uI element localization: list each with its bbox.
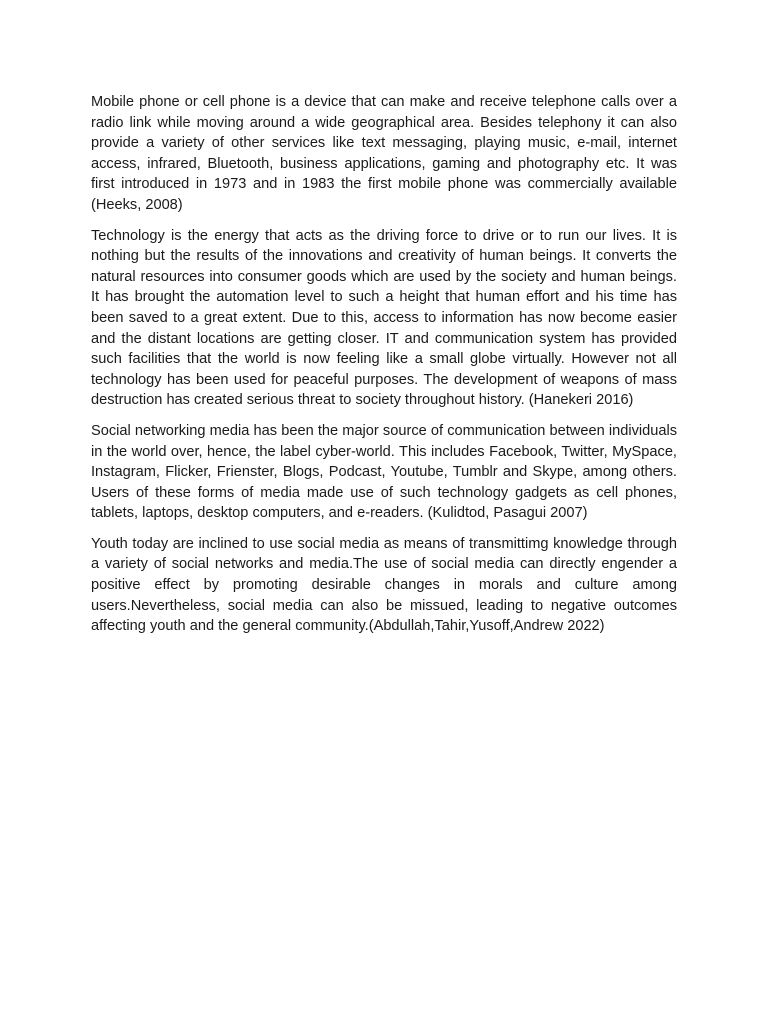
paragraph-social-networking: Social networking media has been the major source of communication between individuals in the world over, hence, the label cyber-world. This includes Facebook, Twitter, MySpace, Instagram, Flicker, Frienster, Blogs, Podcast, Youtube, Tumblr and Skype, among others. Users of these forms of media made use of such technology gadgets as cell phones, tablets, laptops, desktop computers, and e-readers. (Kulidtod, Pasagui 2007) [91, 422, 677, 522]
paragraph-mobile-phone: Mobile phone or cell phone is a device that can make and receive telephone calls over a radio link while moving around a wide geographical area. Besides telephony it can also provide a variety of other services like text messaging, playing music, e-mail, internet access, infrared, Bluetooth, business applications, gaming and photography etc. It was first introduced in 1973 and in 1983 the first mobile phone was commercially available (Heeks, 2008) [91, 94, 677, 213]
paragraph-technology: Technology is the energy that acts as the driving force to drive or to run our lives. It is nothing but the results of the innovations and creativity of human beings. It converts the natural resources into consumer goods which are used by the society and human beings. It has brought the automation level to such a height that human effort and his time has been saved to a great extent. Due to this, access to information has now become easier and the distant locations are getting closer. IT and communication system has provided such facilities that the world is now feeling like a small globe virtually. However not all technology has been used for peaceful purposes. The development of weapons of mass destruction has created serious threat to society throughout history. (Hanekeri 2016) [91, 227, 677, 409]
document-body [91, 92, 677, 647]
paragraph-youth-social-media: Youth today are inclined to use social media as means of transmittimg knowledge through a variety of social networks and media.The use of social media can directly engender a positive effect by promoting desirable changes in morals and culture among users.Nevertheless, social media can also be missued, leading to negative outcomes affecting youth and the general community.(Abdullah,Tahir,Yusoff,Andrew 2022) [91, 535, 677, 635]
